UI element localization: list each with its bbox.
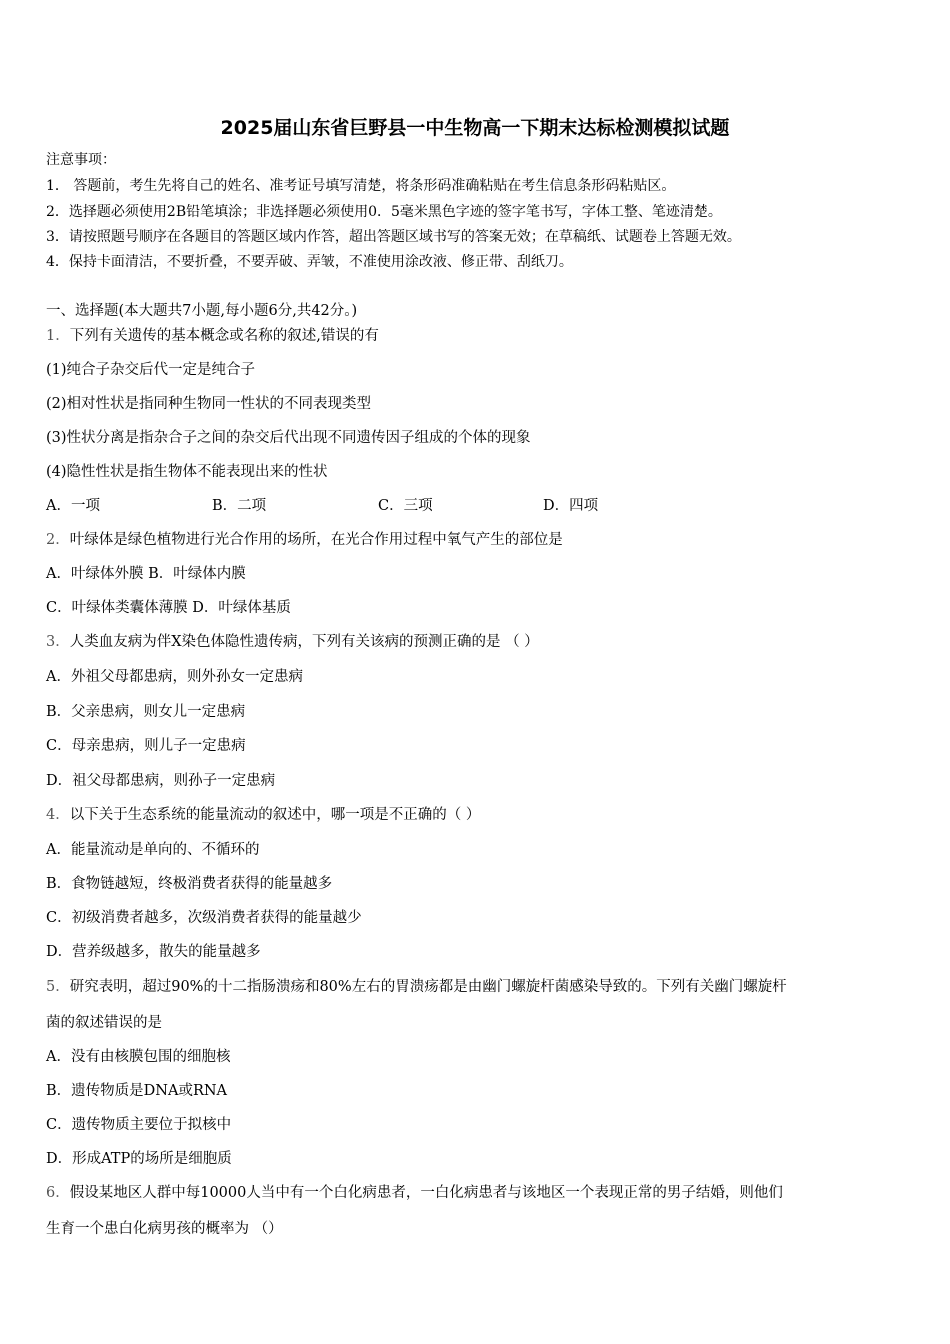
question-number: 3．	[46, 634, 70, 650]
q1-statement-3: (3)性状分离是指杂合子之间的杂交后代出现不同遗传因子组成的个体的现象	[46, 430, 531, 446]
q5-option-c[interactable]: C．遗传物质主要位于拟核中	[46, 1117, 232, 1133]
question-number: 6．	[46, 1185, 70, 1201]
question-text: 以下关于生态系统的能量流动的叙述中，哪一项是不正确的（ ）	[69, 807, 481, 823]
question-text: 叶绿体是绿色植物进行光合作用的场所，在光合作用过程中氧气产生的部位是	[69, 532, 563, 548]
section-heading: 一、选择题(本大题共7小题,每小题6分,共42分。)	[46, 303, 358, 319]
question-text: 人类血友病为伴X染色体隐性遗传病，下列有关该病的预测正确的是 （ ）	[69, 634, 539, 650]
q1-statement-1: (1)纯合子杂交后代一定是纯合子	[46, 362, 256, 378]
q1-statement-2: (2)相对性状是指同种生物同一性状的不同表现类型	[46, 396, 372, 412]
question-text: 假设某地区人群中每10000人当中有一个白化病患者，一白化病患者与该地区一个表现正常的男子结婚，则他们	[69, 1185, 783, 1201]
question-1-stem	[46, 326, 379, 346]
exam-title: 2025届山东省巨野县一中生物高一下期末达标检测模拟试题	[220, 117, 730, 139]
q2-options-line-2[interactable]: C．叶绿体类囊体薄膜 D．叶绿体基质	[46, 600, 291, 616]
question-text: 下列有关遗传的基本概念或名称的叙述,错误的有	[69, 328, 379, 344]
notice-item-4: 4．保持卡面清洁，不要折叠，不要弄破、弄皱，不准使用涂改液、修正带、刮纸刀。	[46, 254, 573, 270]
q1-option-b[interactable]: B．二项	[212, 498, 267, 514]
question-number: 4．	[46, 807, 70, 823]
question-5-stem-line-2: 菌的叙述错误的是	[46, 1015, 162, 1031]
question-number: 5．	[46, 979, 70, 995]
q5-option-d[interactable]: D．形成ATP的场所是细胞质	[46, 1151, 232, 1167]
q3-option-b[interactable]: B．父亲患病，则女儿一定患病	[46, 704, 246, 720]
q5-option-b[interactable]: B．遗传物质是DNA或RNA	[46, 1083, 228, 1099]
q4-option-c[interactable]: C．初级消费者越多，次级消费者获得的能量越少	[46, 910, 362, 926]
q1-option-d[interactable]: D．四项	[543, 498, 599, 514]
notice-heading: 注意事项：	[46, 152, 116, 168]
question-4-stem	[46, 805, 480, 825]
question-6-stem-line-2: 生育一个患白化病男孩的概率为 （）	[46, 1221, 283, 1237]
q1-statement-4: (4)隐性性状是指生物体不能表现出来的性状	[46, 464, 328, 480]
q4-option-b[interactable]: B．食物链越短，终极消费者获得的能量越多	[46, 876, 333, 892]
question-number: 1．	[46, 328, 70, 344]
q3-option-c[interactable]: C．母亲患病，则儿子一定患病	[46, 738, 246, 754]
question-3-stem	[46, 632, 539, 652]
q4-option-a[interactable]: A．能量流动是单向的、不循环的	[46, 842, 260, 858]
question-5-stem-line-1	[46, 977, 787, 997]
question-2-stem	[46, 530, 563, 550]
notice-item-2: 2．选择题必须使用2B铅笔填涂；非选择题必须使用0．5毫米黑色字迹的签字笔书写，字体工整、笔迹清楚。	[46, 204, 722, 220]
q5-option-a[interactable]: A．没有由核膜包围的细胞核	[46, 1049, 231, 1065]
notice-item-3: 3．请按照题号顺序在各题目的答题区域内作答，超出答题区域书写的答案无效；在草稿纸、试题卷上答题无效。	[46, 229, 741, 245]
q1-option-a[interactable]: A．一项	[46, 498, 100, 514]
q3-option-d[interactable]: D．祖父母都患病，则孙子一定患病	[46, 773, 276, 789]
q3-option-a[interactable]: A．外祖父母都患病，则外孙女一定患病	[46, 669, 303, 685]
question-text: 研究表明，超过90%的十二指肠溃疡和80%左右的胃溃疡都是由幽门螺旋杆菌感染导致的。下列有关幽门螺旋杆	[69, 979, 787, 995]
q1-option-c[interactable]: C．三项	[378, 498, 433, 514]
q2-options-line-1[interactable]: A．叶绿体外膜 B．叶绿体内膜	[46, 566, 246, 582]
q1-options	[46, 496, 598, 516]
q4-option-d[interactable]: D．营养级越多，散失的能量越多	[46, 944, 261, 960]
question-6-stem-line-1	[46, 1183, 783, 1203]
question-number: 2．	[46, 532, 70, 548]
notice-item-1: 1． 答题前，考生先将自己的姓名、准考证号填写清楚，将条形码准确粘贴在考生信息条形码粘贴区。	[46, 178, 676, 194]
